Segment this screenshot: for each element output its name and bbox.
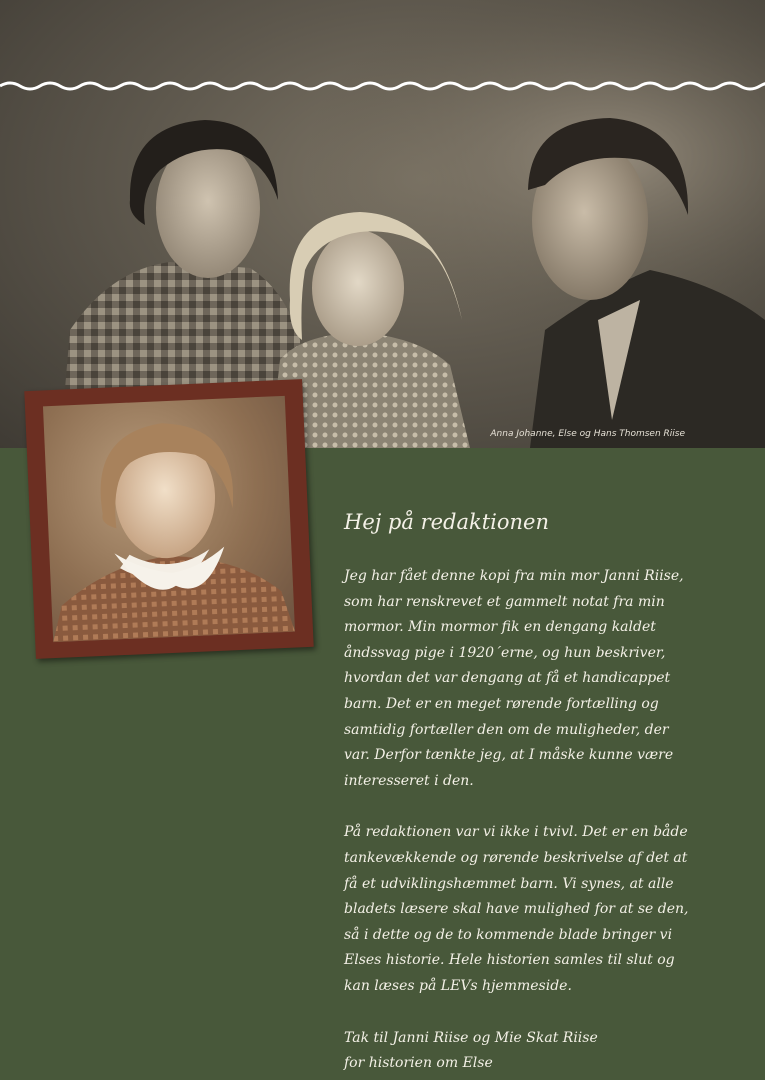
- girl-portrait-drawing: [43, 396, 295, 642]
- photo-caption: Anna Johanne, Else og Hans Thomsen Riise: [490, 429, 685, 439]
- article-text: [344, 510, 694, 1077]
- article-signoff: [344, 1026, 694, 1077]
- inset-portrait-frame: [24, 379, 313, 659]
- inset-portrait-photo: [43, 396, 295, 642]
- article-heading: Hej på redaktionen: [344, 510, 549, 534]
- article-paragraph-1: Jeg har fået denne kopi fra min mor Janni Riise, som har renskrevet et gammelt notat fra min mormor. Min mormor fik en dengang kaldet åndssvag pige i 1920´erne, og hun beskriver, hvordan det var dengang at få et handicappet barn. Det er en meget rørende fortælling og samtidig fortæller den om de muligheder, der var. Derfor tænkte jeg, at I måske kunne være interesseret i den.: [344, 568, 684, 789]
- signoff-line-2: for historien om Else: [344, 1055, 493, 1072]
- article-paragraph-2: På redaktionen var vi ikke i tvivl. Det er en både tankevækkende og rørende beskrivelse af det at få et udviklingshæmmet barn. Vi synes, at alle bladets læsere skal have mulighed for at se den, så i dette og de to kommende blade bringer vi Elses historie. Hele historien samles til slut og kan læses på LEVs hjemmeside.: [344, 824, 689, 994]
- family-portrait-photo: [0, 0, 765, 448]
- family-portrait-drawing: [0, 0, 765, 448]
- wavy-divider: [0, 78, 765, 98]
- signoff-line-1: Tak til Janni Riise og Mie Skat Riise: [344, 1029, 598, 1046]
